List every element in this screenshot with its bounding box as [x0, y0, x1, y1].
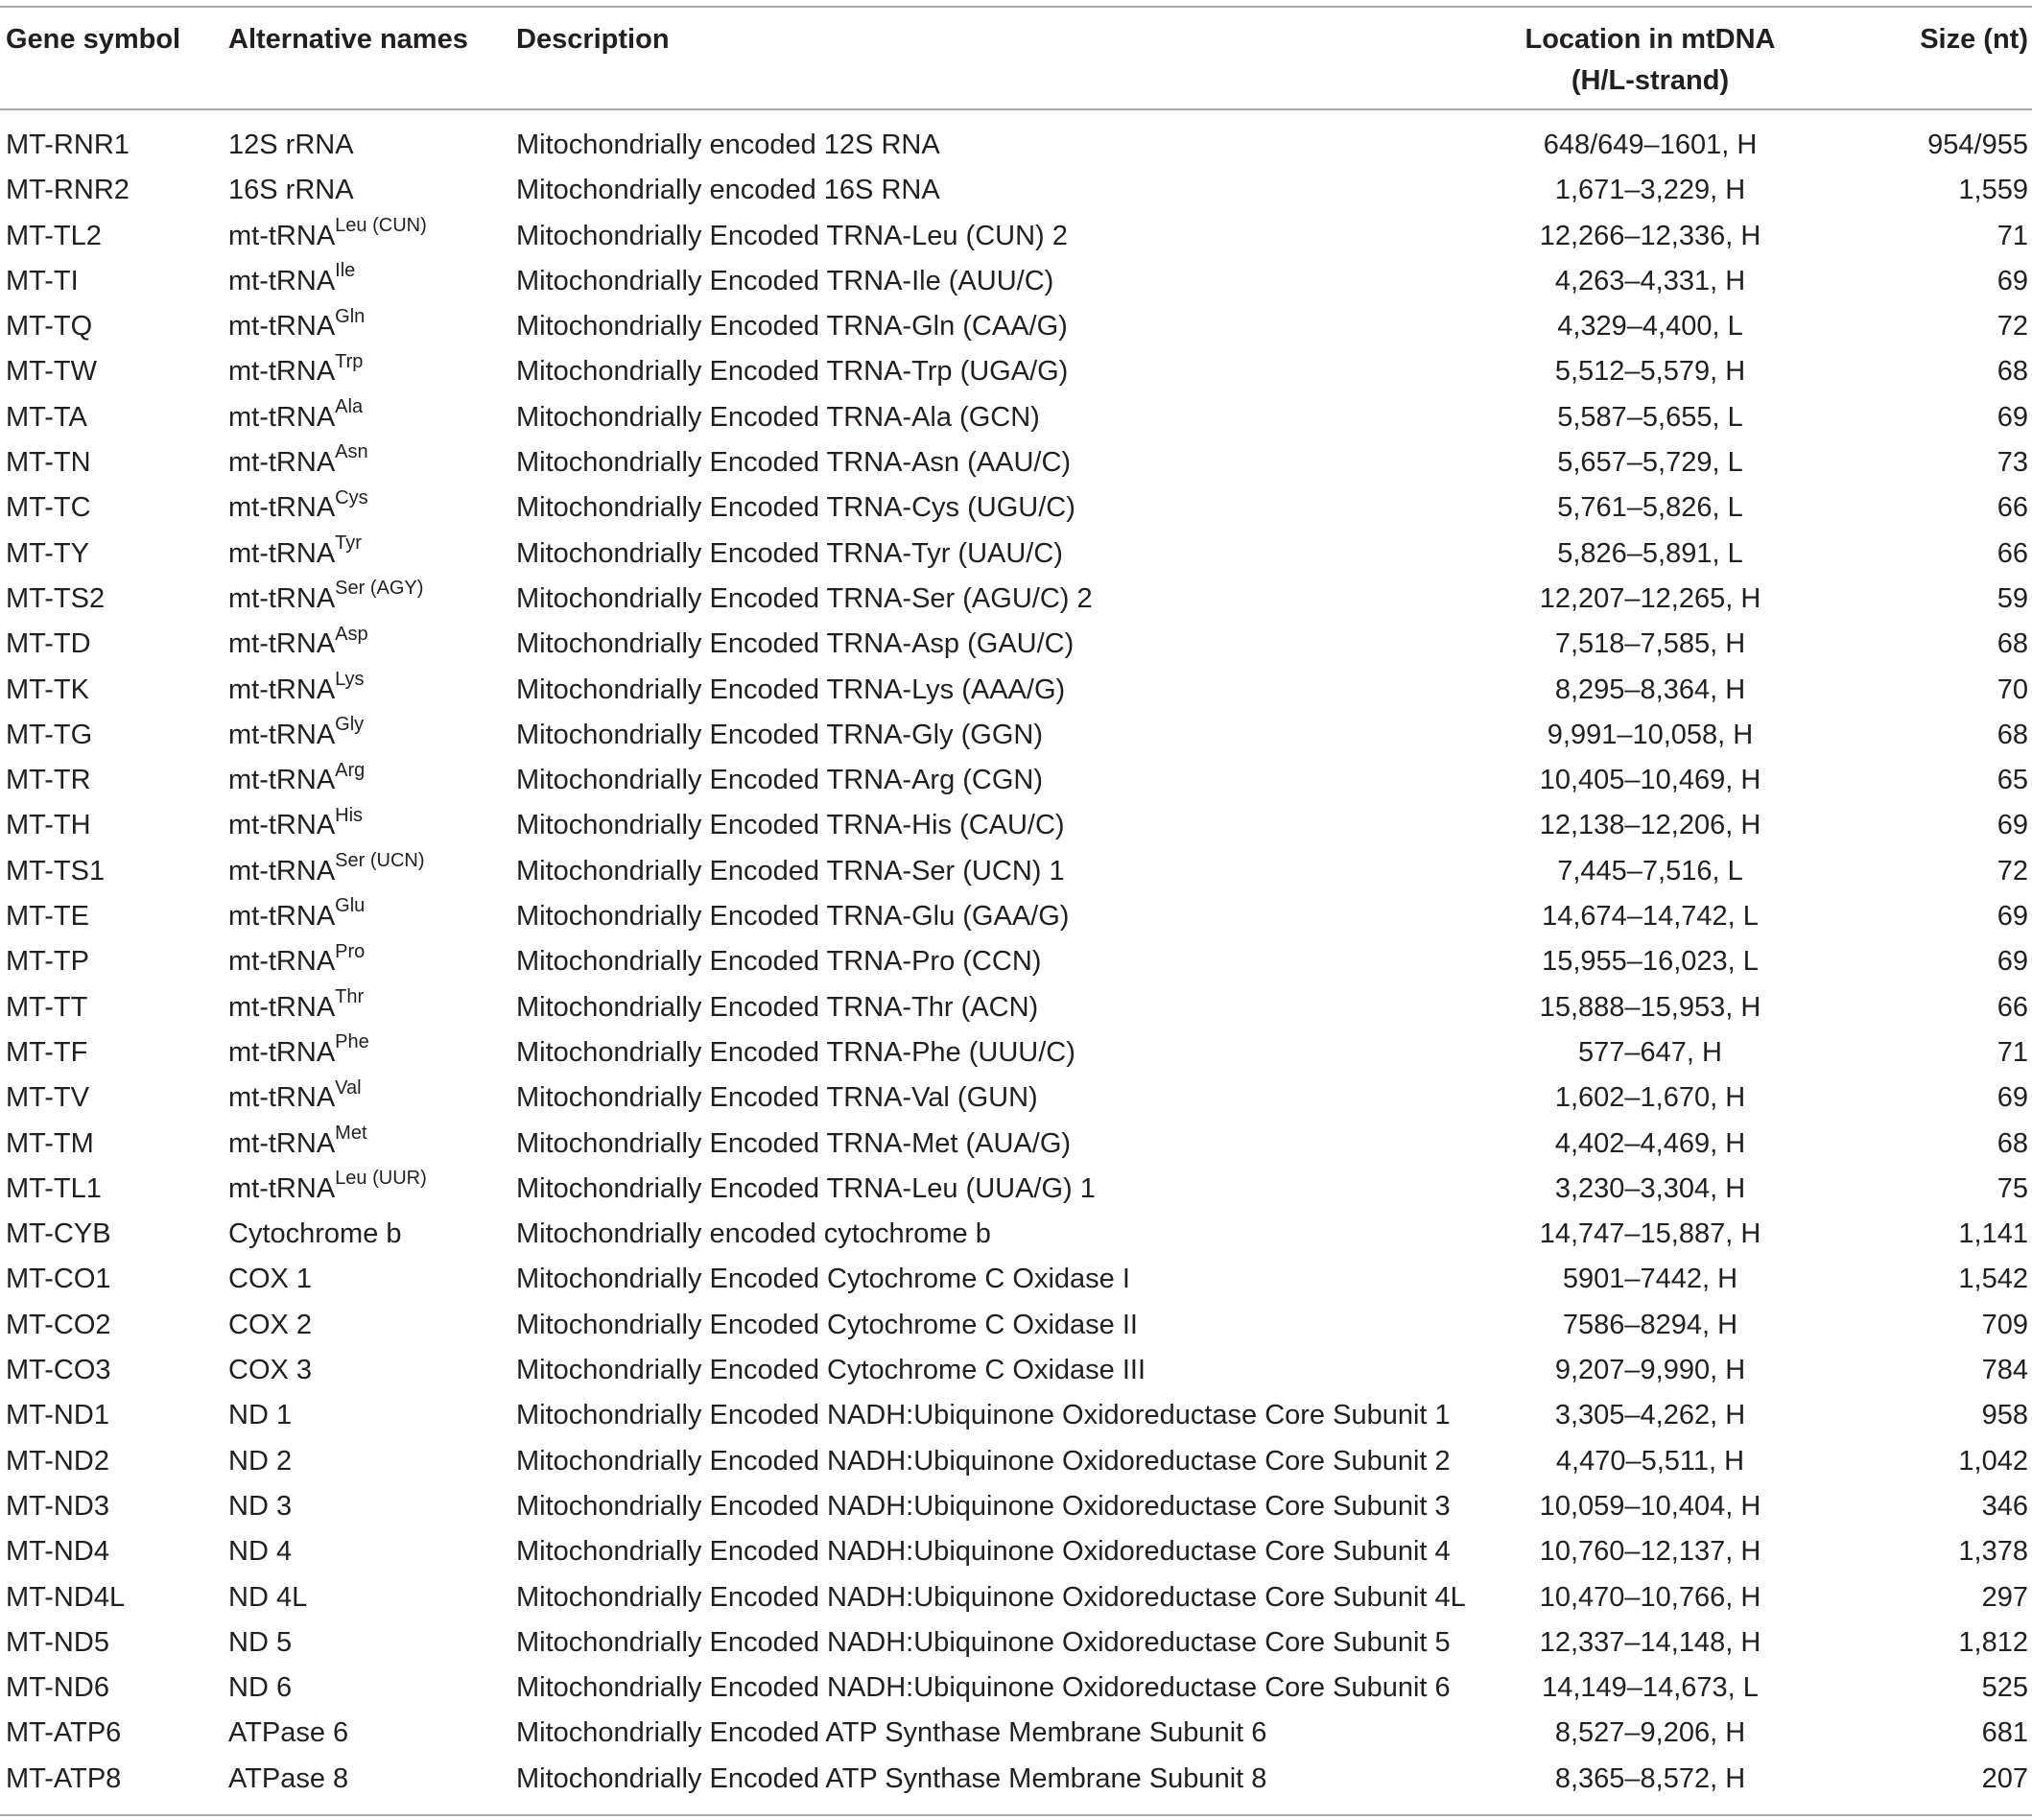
gene-symbol-cell: MT-TG — [6, 719, 93, 750]
alternative-name-text: ATPase 6 — [228, 1717, 349, 1749]
table-row — [0, 803, 2032, 848]
amino-acid-superscript: Met — [335, 1122, 367, 1144]
alternative-name-cell — [228, 1439, 292, 1484]
alternative-name-text: ATPase 8 — [228, 1762, 349, 1794]
size-cell: 68 — [1997, 628, 2028, 660]
size-cell: 68 — [1997, 719, 2028, 750]
location-cell: 5901–7442, H — [1562, 1264, 1738, 1295]
size-cell: 65 — [1997, 765, 2028, 796]
description-cell: Mitochondrially Encoded TRNA-Asn (AAU/C) — [516, 447, 1072, 479]
amino-acid-superscript: Ser (UCN) — [335, 850, 425, 872]
location-cell: 14,674–14,742, L — [1542, 901, 1759, 933]
table-row — [0, 1122, 2032, 1167]
alternative-name-text: mt-tRNA — [228, 855, 336, 886]
amino-acid-superscript: Ser (AGY) — [335, 578, 424, 600]
table-row — [0, 939, 2032, 984]
alternative-name-text: mt-tRNA — [228, 1082, 336, 1114]
location-cell: 5,512–5,579, H — [1554, 356, 1746, 388]
alternative-name-text: COX 3 — [228, 1355, 313, 1386]
description-cell: Mitochondrially Encoded TRNA-Gly (GGN) — [516, 719, 1044, 750]
alternative-name-cell — [228, 1030, 369, 1075]
gene-symbol-cell: MT-TQ — [6, 311, 93, 343]
gene-symbol-cell: MT-TL2 — [6, 220, 102, 251]
alternative-name-cell — [228, 1212, 402, 1257]
gene-symbol-cell: MT-TM — [6, 1127, 94, 1159]
alternative-name-text: ND 3 — [228, 1490, 293, 1522]
table-row — [0, 713, 2032, 758]
location-cell: 5,761–5,826, L — [1557, 492, 1743, 524]
table-row — [0, 1348, 2032, 1393]
table-row — [0, 395, 2032, 440]
location-cell: 14,747–15,887, H — [1539, 1218, 1761, 1250]
location-cell: 9,207–9,990, H — [1554, 1355, 1746, 1386]
gene-symbol-cell: MT-TK — [6, 674, 89, 705]
size-cell: 71 — [1997, 220, 2028, 251]
location-cell: 12,138–12,206, H — [1539, 810, 1761, 841]
amino-acid-superscript: Arg — [335, 759, 366, 781]
alternative-name-cell — [228, 1122, 367, 1167]
alternative-name-text: mt-tRNA — [228, 1172, 336, 1204]
table-row — [0, 1393, 2032, 1438]
description-cell: Mitochondrially Encoded TRNA-Ala (GCN) — [516, 401, 1040, 433]
header-location-line1: Location in mtDNA — [1524, 24, 1776, 55]
size-cell: 1,141 — [1958, 1218, 2028, 1250]
size-cell: 954/955 — [1927, 130, 2028, 160]
location-cell: 8,365–8,572, H — [1554, 1762, 1746, 1794]
description-cell: Mitochondrially Encoded Cytochrome C Oxidase I — [516, 1264, 1130, 1295]
description-cell: Mitochondrially encoded cytochrome b — [516, 1218, 991, 1250]
location-cell: 4,263–4,331, H — [1554, 265, 1746, 296]
alternative-name-text: mt-tRNA — [228, 991, 336, 1023]
alternative-name-text: mt-tRNA — [228, 311, 336, 343]
gene-symbol-cell: MT-ND2 — [6, 1445, 109, 1477]
table-row — [0, 849, 2032, 894]
gene-symbol-cell: MT-TD — [6, 628, 91, 660]
size-cell: 1,378 — [1958, 1536, 2028, 1568]
alternative-name-cell — [228, 304, 365, 349]
alternative-name-cell — [228, 485, 368, 531]
table-row — [0, 758, 2032, 803]
alternative-name-cell — [228, 577, 423, 622]
description-cell: Mitochondrially Encoded TRNA-Asp (GAU/C) — [516, 628, 1075, 660]
description-cell: Mitochondrially encoded 16S RNA — [516, 175, 940, 206]
description-cell: Mitochondrially Encoded NADH:Ubiquinone Oxidoreductase Core Subunit 1 — [516, 1400, 1451, 1431]
gene-symbol-cell: MT-CO1 — [6, 1264, 111, 1295]
gene-symbol-cell: MT-ND5 — [6, 1626, 109, 1658]
alternative-name-cell — [228, 1257, 312, 1302]
header-description: Description — [516, 24, 670, 55]
size-cell: 68 — [1997, 356, 2028, 388]
alternative-name-cell — [228, 168, 354, 213]
table-row — [0, 123, 2032, 168]
alternative-name-cell — [228, 1303, 312, 1348]
alternative-name-cell — [228, 1484, 292, 1529]
table-row — [0, 1030, 2032, 1075]
alternative-name-cell — [228, 214, 427, 259]
alternative-name-cell — [228, 123, 354, 168]
size-cell: 66 — [1997, 991, 2028, 1023]
size-cell: 346 — [1981, 1490, 2028, 1522]
alternative-name-text: mt-tRNA — [228, 1127, 336, 1159]
description-cell: Mitochondrially Encoded TRNA-Ile (AUU/C) — [516, 265, 1054, 296]
amino-acid-superscript: Phe — [335, 1031, 369, 1053]
table-row — [0, 349, 2032, 394]
location-cell: 9,991–10,058, H — [1547, 719, 1754, 750]
alternative-name-cell — [228, 713, 364, 758]
gene-symbol-cell: MT-TS2 — [6, 582, 106, 614]
size-cell: 69 — [1997, 265, 2028, 296]
alternative-name-text: mt-tRNA — [228, 356, 336, 388]
gene-symbol-cell: MT-TL1 — [6, 1172, 102, 1204]
alternative-name-text: mt-tRNA — [228, 265, 336, 296]
gene-symbol-cell: MT-TT — [6, 991, 88, 1023]
location-cell: 12,207–12,265, H — [1539, 582, 1761, 614]
size-cell: 66 — [1997, 492, 2028, 524]
location-cell: 3,230–3,304, H — [1554, 1172, 1746, 1204]
gene-symbol-cell: MT-CO2 — [6, 1309, 111, 1340]
gene-symbol-cell: MT-TF — [6, 1036, 88, 1068]
size-cell: 69 — [1997, 946, 2028, 978]
alternative-name-text: mt-tRNA — [228, 1036, 336, 1068]
location-cell: 7586–8294, H — [1562, 1309, 1738, 1340]
table-row — [0, 304, 2032, 349]
alternative-name-text: mt-tRNA — [228, 674, 336, 705]
gene-symbol-cell: MT-TP — [6, 946, 89, 978]
table-row — [0, 668, 2032, 713]
gene-symbol-cell: MT-TH — [6, 810, 91, 841]
size-cell: 525 — [1981, 1672, 2028, 1704]
location-cell: 577–647, H — [1578, 1036, 1722, 1068]
location-cell: 10,405–10,469, H — [1539, 765, 1761, 796]
table-row — [0, 985, 2032, 1030]
location-cell: 4,329–4,400, L — [1557, 311, 1743, 343]
alternative-name-cell — [228, 985, 364, 1030]
amino-acid-superscript: Asp — [335, 623, 368, 645]
size-cell: 1,042 — [1958, 1445, 2028, 1477]
location-cell: 12,266–12,336, H — [1539, 220, 1761, 251]
gene-symbol-cell: MT-ATP8 — [6, 1762, 122, 1794]
size-cell: 784 — [1981, 1355, 2028, 1386]
description-cell: Mitochondrially Encoded TRNA-Lys (AAA/G) — [516, 674, 1066, 705]
description-cell: Mitochondrially Encoded ATP Synthase Membrane Subunit 8 — [516, 1762, 1267, 1794]
alternative-name-cell — [228, 668, 365, 713]
alternative-name-text: 12S rRNA — [228, 130, 354, 160]
amino-acid-superscript: Gly — [335, 714, 365, 736]
alternative-name-cell — [228, 1075, 362, 1121]
size-cell: 71 — [1997, 1036, 2028, 1068]
gene-symbol-cell: MT-ND4 — [6, 1536, 109, 1568]
gene-symbol-cell: MT-TV — [6, 1082, 89, 1114]
table-row — [0, 532, 2032, 577]
description-cell: Mitochondrially Encoded TRNA-Ser (UCN) 1 — [516, 855, 1065, 886]
alternative-name-cell — [228, 1529, 292, 1574]
description-cell: Mitochondrially Encoded TRNA-Val (GUN) — [516, 1082, 1038, 1114]
alternative-name-text: mt-tRNA — [228, 582, 336, 614]
alternative-name-text: COX 2 — [228, 1309, 313, 1340]
size-cell: 59 — [1997, 582, 2028, 614]
table-row — [0, 259, 2032, 304]
gene-symbol-cell: MT-TN — [6, 447, 91, 479]
size-cell: 297 — [1981, 1581, 2028, 1613]
table-row — [0, 1257, 2032, 1302]
location-cell: 3,305–4,262, H — [1554, 1400, 1746, 1431]
alternative-name-text: mt-tRNA — [228, 492, 336, 524]
gene-symbol-cell: MT-ND3 — [6, 1490, 109, 1522]
table-row — [0, 214, 2032, 259]
alternative-name-text: mt-tRNA — [228, 220, 336, 251]
size-cell: 1,542 — [1958, 1264, 2028, 1295]
alternative-name-text: COX 1 — [228, 1264, 313, 1295]
description-cell: Mitochondrially Encoded TRNA-Leu (CUN) 2 — [516, 220, 1068, 251]
size-cell: 68 — [1997, 1127, 2028, 1159]
gene-symbol-cell: MT-TW — [6, 356, 98, 388]
alternative-name-cell — [228, 849, 425, 894]
alternative-name-cell — [228, 939, 365, 984]
alternative-name-text: ND 4 — [228, 1536, 293, 1568]
description-cell: Mitochondrially Encoded TRNA-Arg (CGN) — [516, 765, 1044, 796]
location-cell: 10,059–10,404, H — [1539, 1490, 1761, 1522]
alternative-name-text: ND 5 — [228, 1626, 293, 1658]
location-cell: 5,587–5,655, L — [1557, 401, 1743, 433]
alternative-name-text: mt-tRNA — [228, 810, 336, 841]
table-row — [0, 1484, 2032, 1529]
size-cell: 73 — [1997, 447, 2028, 479]
gene-symbol-cell: MT-TY — [6, 537, 89, 569]
header-location — [1458, 19, 1842, 102]
gene-symbol-cell: MT-ATP6 — [6, 1717, 122, 1749]
description-cell: Mitochondrially Encoded NADH:Ubiquinone Oxidoreductase Core Subunit 3 — [516, 1490, 1451, 1522]
size-cell: 958 — [1981, 1400, 2028, 1431]
alternative-name-cell — [228, 1393, 292, 1438]
description-cell: Mitochondrially encoded 12S RNA — [516, 130, 940, 160]
amino-acid-superscript: Trp — [335, 350, 364, 372]
description-cell: Mitochondrially Encoded NADH:Ubiquinone Oxidoreductase Core Subunit 6 — [516, 1672, 1451, 1704]
alternative-name-text: mt-tRNA — [228, 537, 336, 569]
gene-symbol-cell: MT-TS1 — [6, 855, 106, 886]
table-row — [0, 894, 2032, 939]
alternative-name-cell — [228, 1620, 292, 1666]
table-header-row — [0, 13, 2032, 106]
location-cell: 14,149–14,673, L — [1542, 1672, 1759, 1704]
alternative-name-cell — [228, 395, 363, 440]
gene-symbol-cell: MT-ND4L — [6, 1581, 126, 1613]
description-cell: Mitochondrially Encoded TRNA-His (CAU/C) — [516, 810, 1065, 841]
size-cell: 66 — [1997, 537, 2028, 569]
location-cell: 5,826–5,891, L — [1557, 537, 1743, 569]
table-row — [0, 1529, 2032, 1574]
description-cell: Mitochondrially Encoded TRNA-Cys (UGU/C) — [516, 492, 1075, 524]
location-cell: 7,445–7,516, L — [1557, 855, 1743, 886]
location-cell: 4,402–4,469, H — [1554, 1127, 1746, 1159]
alternative-name-cell — [228, 1711, 348, 1756]
header-alternative-names: Alternative names — [228, 24, 468, 55]
location-cell: 1,671–3,229, H — [1554, 175, 1746, 206]
description-cell: Mitochondrially Encoded NADH:Ubiquinone Oxidoreductase Core Subunit 2 — [516, 1445, 1451, 1477]
alternative-name-cell — [228, 1348, 312, 1393]
table-row — [0, 1666, 2032, 1711]
alternative-name-cell — [228, 622, 368, 667]
alternative-name-text: mt-tRNA — [228, 901, 336, 933]
gene-symbol-cell: MT-CYB — [6, 1218, 111, 1250]
size-cell: 681 — [1981, 1717, 2028, 1749]
gene-symbol-cell: MT-TA — [6, 401, 87, 433]
gene-symbol-cell: MT-RNR1 — [6, 130, 130, 160]
alternative-name-text: mt-tRNA — [228, 765, 336, 796]
alternative-name-cell — [228, 1167, 427, 1212]
description-cell: Mitochondrially Encoded NADH:Ubiquinone Oxidoreductase Core Subunit 5 — [516, 1626, 1451, 1658]
amino-acid-superscript: Leu (CUN) — [335, 214, 427, 236]
alternative-name-cell — [228, 440, 368, 485]
location-cell: 1,602–1,670, H — [1554, 1082, 1746, 1114]
amino-acid-superscript: Leu (UUR) — [335, 1168, 427, 1190]
gene-symbol-cell: MT-TE — [6, 901, 89, 933]
alternative-name-text: ND 4L — [228, 1581, 308, 1613]
size-cell: 72 — [1997, 855, 2028, 886]
table-row — [0, 485, 2032, 531]
location-cell: 12,337–14,148, H — [1539, 1626, 1761, 1658]
location-cell: 8,295–8,364, H — [1554, 674, 1746, 705]
gene-symbol-cell: MT-RNR2 — [6, 175, 130, 206]
size-cell: 207 — [1981, 1762, 2028, 1794]
size-cell: 709 — [1981, 1309, 2028, 1340]
amino-acid-superscript: Val — [335, 1076, 362, 1099]
gene-symbol-cell: MT-CO3 — [6, 1355, 111, 1386]
table-row — [0, 1303, 2032, 1348]
description-cell: Mitochondrially Encoded ATP Synthase Membrane Subunit 6 — [516, 1717, 1267, 1749]
description-cell: Mitochondrially Encoded NADH:Ubiquinone Oxidoreductase Core Subunit 4 — [516, 1536, 1451, 1568]
size-cell: 72 — [1997, 311, 2028, 343]
location-cell: 648/649–1601, H — [1543, 130, 1758, 160]
alternative-name-cell — [228, 1757, 348, 1802]
alternative-name-cell — [228, 758, 365, 803]
table-top-rule — [0, 6, 2032, 8]
description-cell: Mitochondrially Encoded Cytochrome C Oxidase III — [516, 1355, 1146, 1386]
amino-acid-superscript: Ala — [335, 396, 364, 418]
table-row — [0, 1439, 2032, 1484]
alternative-name-cell — [228, 349, 363, 394]
description-cell: Mitochondrially Encoded TRNA-Glu (GAA/G) — [516, 901, 1070, 933]
amino-acid-superscript: Gln — [335, 305, 366, 327]
header-size: Size (nt) — [1920, 24, 2028, 55]
amino-acid-superscript: Tyr — [335, 532, 362, 555]
description-cell: Mitochondrially Encoded NADH:Ubiquinone Oxidoreductase Core Subunit 4L — [516, 1581, 1466, 1613]
table-row — [0, 1711, 2032, 1756]
size-cell: 1,559 — [1958, 175, 2028, 206]
table-row — [0, 577, 2032, 622]
alternative-name-text: Cytochrome b — [228, 1218, 402, 1250]
table-row — [0, 1212, 2032, 1257]
amino-acid-superscript: Pro — [335, 940, 366, 962]
table-row — [0, 622, 2032, 667]
size-cell: 75 — [1997, 1172, 2028, 1204]
size-cell: 69 — [1997, 401, 2028, 433]
alternative-name-cell — [228, 532, 362, 577]
amino-acid-superscript: His — [335, 804, 364, 826]
location-cell: 10,470–10,766, H — [1539, 1581, 1761, 1613]
size-cell: 1,812 — [1958, 1626, 2028, 1658]
table-row — [0, 440, 2032, 485]
table-row — [0, 1075, 2032, 1121]
amino-acid-superscript: Cys — [335, 486, 368, 508]
description-cell: Mitochondrially Encoded TRNA-Tyr (UAU/C) — [516, 537, 1063, 569]
location-cell: 10,760–12,137, H — [1539, 1536, 1761, 1568]
location-cell: 4,470–5,511, H — [1555, 1445, 1745, 1477]
description-cell: Mitochondrially Encoded Cytochrome C Oxidase II — [516, 1309, 1138, 1340]
alternative-name-text: mt-tRNA — [228, 447, 336, 479]
location-cell: 15,888–15,953, H — [1539, 991, 1761, 1023]
alternative-name-text: ND 6 — [228, 1672, 293, 1704]
amino-acid-superscript: Lys — [335, 668, 365, 690]
size-cell: 70 — [1997, 674, 2028, 705]
table-row — [0, 1167, 2032, 1212]
description-cell: Mitochondrially Encoded TRNA-Leu (UUA/G) 1 — [516, 1172, 1096, 1204]
alternative-name-text: mt-tRNA — [228, 946, 336, 978]
location-cell: 7,518–7,585, H — [1554, 628, 1746, 660]
table-row — [0, 1575, 2032, 1620]
amino-acid-superscript: Thr — [335, 985, 365, 1007]
location-cell: 8,527–9,206, H — [1554, 1717, 1746, 1749]
alternative-name-text: ND 1 — [228, 1400, 293, 1431]
amino-acid-superscript: Asn — [335, 441, 368, 463]
alternative-name-cell — [228, 803, 363, 848]
alternative-name-text: mt-tRNA — [228, 401, 336, 433]
alternative-name-text: ND 2 — [228, 1445, 293, 1477]
table-bottom-rule — [0, 1814, 2032, 1816]
size-cell: 69 — [1997, 810, 2028, 841]
description-cell: Mitochondrially Encoded TRNA-Trp (UGA/G) — [516, 356, 1069, 388]
header-gene-symbol: Gene symbol — [6, 24, 181, 55]
size-cell: 69 — [1997, 901, 2028, 933]
gene-symbol-cell: MT-TI — [6, 265, 79, 296]
location-cell: 5,657–5,729, L — [1557, 447, 1743, 479]
header-location-line2: (H/L-strand) — [1571, 65, 1730, 96]
gene-symbol-cell: MT-ND6 — [6, 1672, 109, 1704]
gene-symbol-cell: MT-TC — [6, 492, 91, 524]
alternative-name-text: 16S rRNA — [228, 175, 354, 206]
gene-symbol-cell: MT-TR — [6, 765, 91, 796]
location-cell: 15,955–16,023, L — [1542, 946, 1759, 978]
description-cell: Mitochondrially Encoded TRNA-Pro (CCN) — [516, 946, 1042, 978]
table-body — [0, 123, 2032, 1802]
amino-acid-superscript: Glu — [335, 895, 366, 917]
alternative-name-cell — [228, 259, 355, 304]
table-row — [0, 168, 2032, 213]
alternative-name-cell — [228, 1666, 292, 1711]
size-cell: 69 — [1997, 1082, 2028, 1114]
amino-acid-superscript: Ile — [335, 260, 356, 282]
gene-symbol-cell: MT-ND1 — [6, 1400, 109, 1431]
description-cell: Mitochondrially Encoded TRNA-Phe (UUU/C) — [516, 1036, 1075, 1068]
alternative-name-cell — [228, 894, 365, 939]
description-cell: Mitochondrially Encoded TRNA-Gln (CAA/G) — [516, 311, 1068, 343]
description-cell: Mitochondrially Encoded TRNA-Met (AUA/G) — [516, 1127, 1072, 1159]
alternative-name-text: mt-tRNA — [228, 719, 336, 750]
alternative-name-text: mt-tRNA — [228, 628, 336, 660]
table-row — [0, 1620, 2032, 1666]
alternative-name-cell — [228, 1575, 307, 1620]
description-cell: Mitochondrially Encoded TRNA-Thr (ACN) — [516, 991, 1039, 1023]
table-row — [0, 1757, 2032, 1802]
table-header-rule — [0, 108, 2032, 110]
description-cell: Mitochondrially Encoded TRNA-Ser (AGU/C) 2 — [516, 582, 1093, 614]
